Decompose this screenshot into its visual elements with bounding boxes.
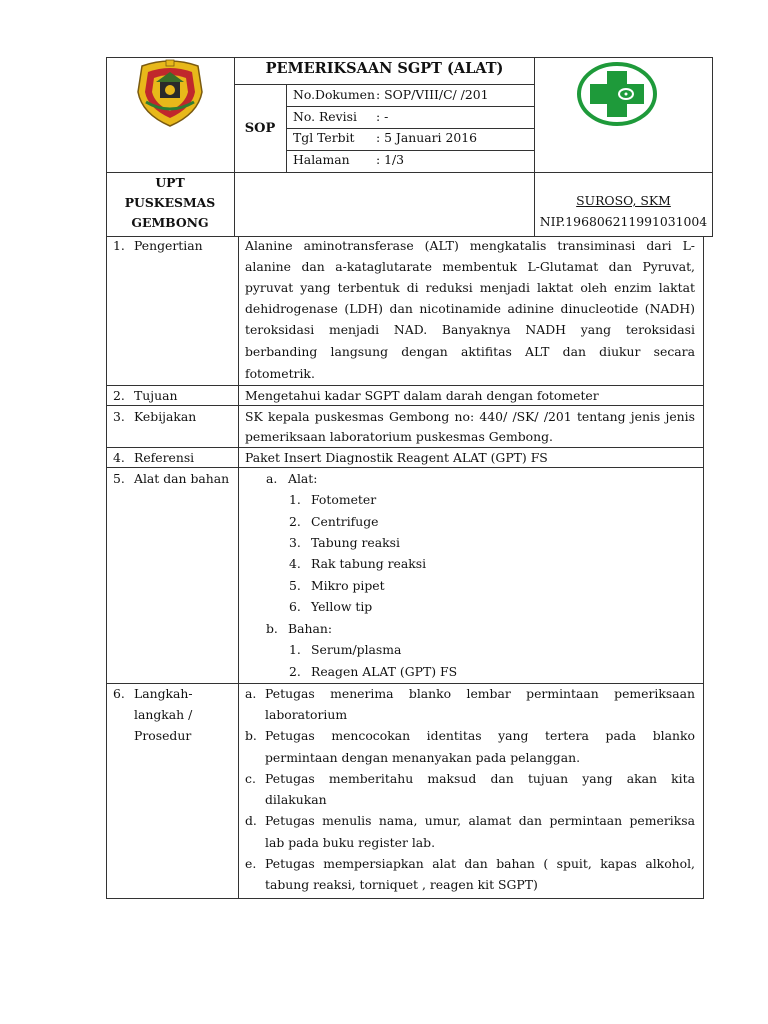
step-line: permintaan dengan menanyakan pada pelanggan.: [265, 750, 581, 765]
alat-item-number: 1.: [289, 492, 301, 507]
table-border: [106, 385, 704, 386]
bahan-item-number: 2.: [289, 664, 301, 679]
bahan-item: Reagen ALAT (GPT) FS: [311, 664, 458, 679]
tujuan-text: Mengetahui kadar SGPT dalam darah dengan fotometer: [245, 388, 599, 403]
step-line: Petugas menulis nama, umur, alamat dan permintaan pemeriksa: [265, 813, 695, 828]
section-label-prosedur: Prosedur: [134, 728, 192, 743]
section-label-alat: Alat dan bahan: [134, 471, 230, 486]
section-label-tujuan: Tujuan: [134, 388, 178, 403]
alat-item-number: 3.: [289, 535, 301, 550]
alat-item-number: 4.: [289, 556, 301, 571]
section-label-pengertian: Pengertian: [134, 238, 203, 253]
kebijakan-line: pemeriksaan laboratorium puskesmas Gembong.: [245, 429, 553, 444]
table-border: [712, 57, 713, 237]
field-value-no-revisi: : -: [376, 109, 389, 124]
alat-item: Tabung reaksi: [311, 535, 400, 550]
alat-item-number: 2.: [289, 514, 301, 529]
step-line: Petugas mencocokan identitas yang tertera pada blanko: [265, 728, 695, 743]
puskesmas-cross-icon: [576, 61, 658, 127]
field-label-no-revisi: No. Revisi: [293, 109, 357, 124]
section-number: 4.: [113, 450, 125, 465]
pengertian-line: pyruvat yang terbentuk di reduksi menjadi laktat oleh enzim laktat: [245, 280, 695, 295]
kebijakan-line: SK kepala puskesmas Gembong no: 440/ /SK/ /201 tentang jenis jenis: [245, 409, 695, 424]
field-value-no-dokumen: : SOP/VIII/C/ /201: [376, 87, 489, 102]
section-number: 5.: [113, 471, 125, 486]
section-number: 3.: [113, 409, 125, 424]
org-name-line-3: GEMBONG: [131, 215, 209, 230]
field-label-tgl-terbit: Tgl Terbit: [293, 130, 355, 145]
section-label-prosedur: langkah /: [134, 707, 193, 722]
step-line: Petugas memberitahu maksud dan tujuan yang akan kita: [265, 771, 695, 786]
field-value-tgl-terbit: : 5 Januari 2016: [376, 130, 477, 145]
signer-nip: NIP.196806211991031004: [539, 214, 708, 229]
table-border: [106, 467, 704, 468]
table-border: [286, 128, 535, 129]
sop-label: SOP: [244, 121, 276, 136]
table-border: [106, 898, 704, 899]
alat-letter: a.: [266, 471, 278, 486]
table-border: [238, 236, 239, 899]
section-label-kebijakan: Kebijakan: [134, 409, 197, 424]
alat-item-number: 5.: [289, 578, 301, 593]
field-value-halaman: : 1/3: [376, 152, 405, 167]
table-border: [106, 236, 107, 899]
table-border: [106, 447, 704, 448]
signer-name: SUROSO, SKM: [576, 193, 671, 208]
table-border: [286, 106, 535, 107]
bahan-item: Serum/plasma: [311, 642, 402, 657]
referensi-text: Paket Insert Diagnostik Reagent ALAT (GPT) FS: [245, 450, 548, 465]
org-name-line-1: UPT: [155, 175, 185, 190]
step-letter: d.: [245, 813, 257, 828]
step-letter: a.: [245, 686, 257, 701]
kabupaten-emblem-icon: [132, 58, 208, 128]
step-letter: e.: [245, 856, 257, 871]
field-label-no-dokumen: No.Dokumen: [293, 87, 375, 102]
pengertian-line: fotometrik.: [245, 366, 315, 381]
bahan-heading: Bahan:: [288, 621, 333, 636]
field-label-halaman: Halaman: [293, 152, 350, 167]
section-label-prosedur: Langkah-: [134, 686, 193, 701]
bahan-item-number: 1.: [289, 642, 301, 657]
table-border: [286, 150, 535, 151]
alat-item: Yellow tip: [311, 599, 373, 614]
section-number: 1.: [113, 238, 125, 253]
alat-item: Fotometer: [311, 492, 377, 507]
section-number: 6.: [113, 686, 125, 701]
step-line: lab pada buku register lab.: [265, 835, 436, 850]
section-label-referensi: Referensi: [134, 450, 195, 465]
table-border: [703, 236, 704, 899]
pengertian-line: dehidrogenase (LDH) dan nicotinamide adinine dinucleotide (NADH): [245, 301, 695, 316]
alat-item: Rak tabung reaksi: [311, 556, 427, 571]
alat-heading: Alat:: [288, 471, 318, 486]
step-line: Petugas menerima blanko lembar permintaan pemeriksaan: [265, 686, 695, 701]
pengertian-line: alanine dan a-kataglutarate membentuk L-Glutamat dan Pyruvat,: [245, 259, 695, 274]
page-title: PEMERIKSAAN SGPT (ALAT): [265, 60, 504, 77]
alat-item: Mikro pipet: [311, 578, 385, 593]
org-name-line-2: PUSKESMAS: [124, 195, 216, 210]
step-line: dilakukan: [265, 792, 327, 807]
pengertian-line: Alanine aminotransferase (ALT) mengkatalis transiminasi dari L-: [245, 238, 695, 253]
pengertian-line: berbanding langsung dengan aktifitas ALT dan diukur secara: [245, 344, 695, 359]
alat-item: Centrifuge: [311, 514, 379, 529]
section-number: 2.: [113, 388, 125, 403]
step-letter: c.: [245, 771, 256, 786]
alat-item-number: 6.: [289, 599, 301, 614]
table-border: [234, 84, 535, 85]
step-line: tabung reaksi, torniquet , reagen kit SGPT): [265, 877, 538, 892]
pengertian-line: teroksidasi menjadi NAD. Banyaknya NADH yang teroksidasi: [245, 322, 695, 337]
step-line: Petugas mempersiapkan alat dan bahan ( spuit, kapas alkohol,: [265, 856, 695, 871]
table-border: [106, 172, 713, 173]
step-letter: b.: [245, 728, 257, 743]
bahan-letter: b.: [266, 621, 278, 636]
step-line: laboratorium: [265, 707, 348, 722]
